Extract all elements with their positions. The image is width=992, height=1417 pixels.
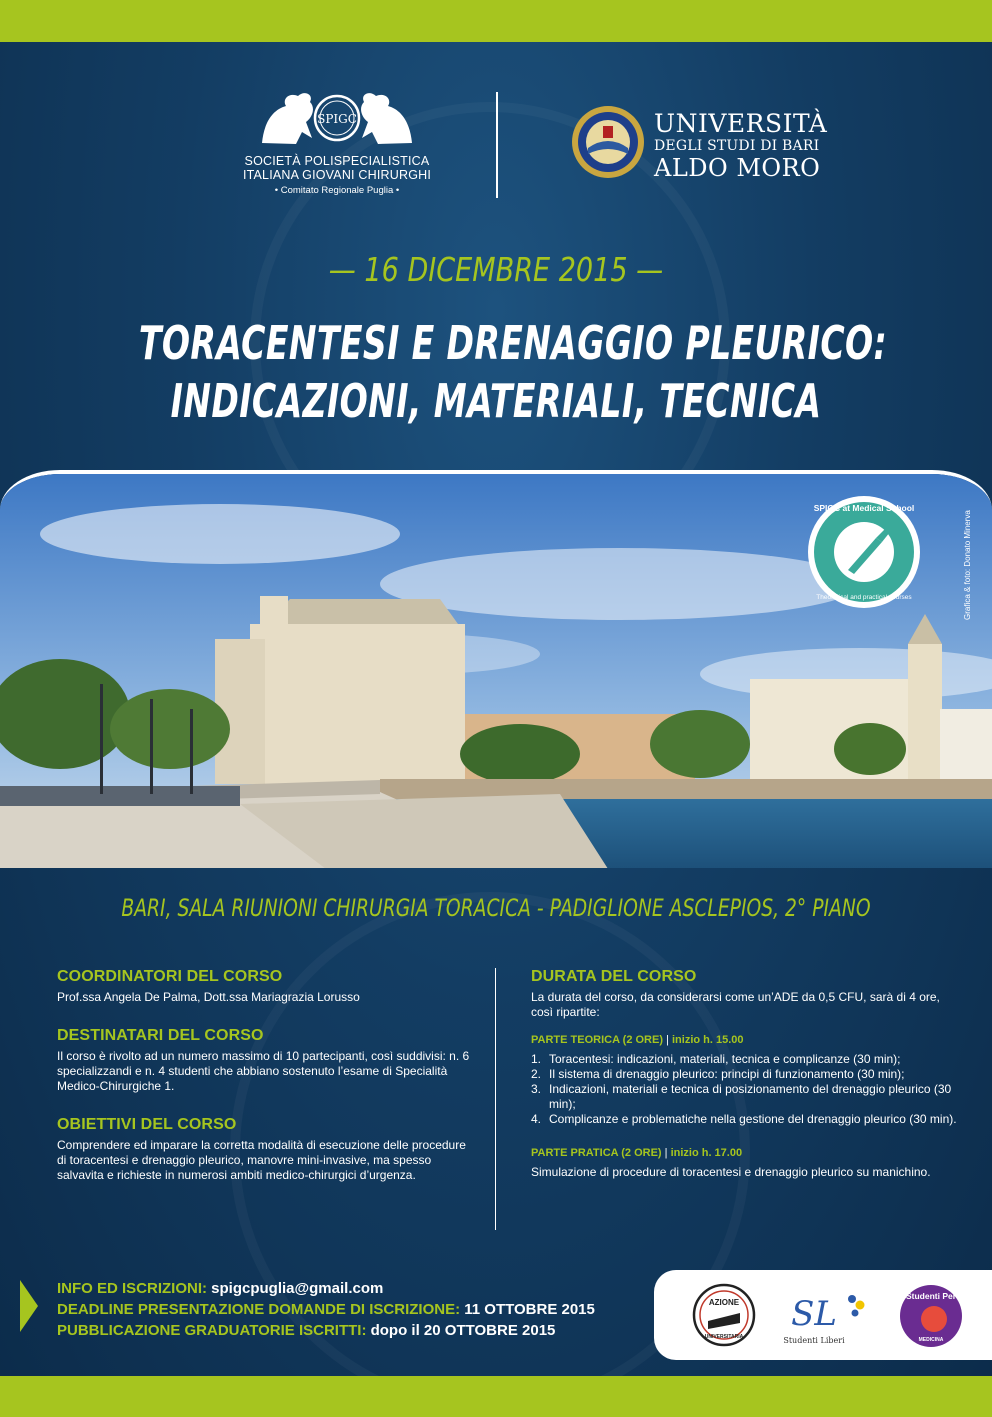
email-link[interactable]: spigcpuglia@gmail.com (211, 1280, 384, 1297)
svg-text:AZIONE: AZIONE (708, 1298, 740, 1307)
studenti-per-medicina-logo-icon (898, 1283, 964, 1349)
parte-pratica-text: Simulazione di procedure di toracentesi e drenaggio pleurico su manichino. (531, 1165, 931, 1179)
list-item: 3. Indicazioni, materiali e tecnica di posizionamento del drenaggio pleurico (30 min); (531, 1082, 952, 1111)
footer-info (57, 1278, 595, 1341)
destinatari-heading: DESTINATARI DEL CORSO (57, 1027, 264, 1044)
info-line-email: INFO ED ISCRIZIONI: spigcpuglia@gmail.com (57, 1280, 384, 1297)
footer-arrow-icon (20, 1280, 38, 1332)
badge-bottom-text: Theoretical and practical courses (816, 594, 912, 601)
durata-heading: DURATA DEL CORSO (531, 968, 697, 985)
header-divider (496, 92, 498, 198)
svg-text:MEDICINA: MEDICINA (918, 1337, 944, 1343)
university-seal-icon (570, 104, 646, 180)
university-logo (570, 104, 850, 184)
info-line-deadline: DEADLINE PRESENTAZIONE DOMANDE DI ISCRIZIONE: 11 OTTOBRE 2015 (57, 1301, 595, 1318)
photo-credit: Grafica & foto: Donato Minerva (963, 510, 972, 620)
university-name-line-1: UNIVERSITÀ (654, 109, 828, 138)
university-name-line-2: DEGLI STUDI DI BARI (654, 138, 820, 154)
event-title-line-1: TORACENTESI E DRENAGGIO PLEURICO: (138, 316, 888, 370)
svg-text:UNIVERSITARIA: UNIVERSITARIA (704, 1334, 744, 1340)
badge-top-text: SPIGC at Medical School (813, 503, 915, 513)
list-item: 4. Complicanze e problematiche nella gestione del drenaggio pleurico (30 min). (531, 1112, 957, 1126)
parte-pratica-heading: PARTE PRATICA (2 ORE) | inizio h. 17.00 (531, 1147, 743, 1159)
destinatari-text: Il corso è rivolto ad un numero massimo di 10 partecipanti, così suddivisi: n. 6 specializzandi e n. 4 studenti che abbiano sostenuto l’esame di Specialità Medico-Chirurgiche 1. (57, 1049, 470, 1093)
event-title (138, 314, 888, 430)
society-subtitle: • Comitato Regionale Puglia • (274, 185, 400, 196)
list-item: 1. Toracentesi: indicazioni, materiali, tecnica e complicanze (30 min); (531, 1052, 901, 1066)
sponsor-logos (654, 1270, 992, 1360)
coordinatori-text: Prof.ssa Angela De Palma, Dott.ssa Mariagrazia Lorusso (57, 990, 360, 1004)
event-title-line-2: INDICAZIONI, MATERIALI, TECNICA (170, 374, 822, 428)
society-name-line-1: SOCIETÀ POLISPECIALISTICA (244, 154, 430, 168)
azione-universitaria-logo-icon (692, 1283, 756, 1347)
obiettivi-heading: OBIETTIVI DEL CORSO (57, 1116, 237, 1133)
svg-text:Studenti Liberi: Studenti Liberi (783, 1336, 845, 1345)
left-column (57, 968, 477, 1205)
event-date: — 16 DICEMBRE 2015 — (328, 250, 664, 289)
spigc-medical-school-badge (806, 494, 922, 610)
obiettivi-text: Comprendere ed imparare la corretta modalità di esecuzione delle procedure di toracentesi e drenaggio pleurico, manovre mini-invasive, ma spesso salvavita e richieste in numerosi ambiti medico-chirurgici d’urgenza. (57, 1138, 466, 1182)
teorica-list (531, 1052, 961, 1127)
parte-teorica-heading: PARTE TEORICA (2 ORE) | inizio h. 15.00 (531, 1034, 744, 1046)
bottom-accent-band (0, 1376, 992, 1417)
event-venue: BARI, SALA RIUNIONI CHIRURGIA TORACICA - PADIGLIONE ASCLEPIOS, 2° PIANO (121, 894, 871, 922)
durata-text: La durata del corso, da considerarsi come un’ADE da 0,5 CFU, sarà di 4 ore, così ripartite: (531, 990, 940, 1019)
svg-text:SL: SL (791, 1294, 837, 1334)
svg-text:Studenti Per: Studenti Per (905, 1291, 957, 1301)
svg-text:SPIGC: SPIGC (317, 112, 357, 126)
spigc-logo (232, 88, 442, 213)
spigc-crest-icon (252, 88, 422, 148)
info-line-graduatorie: PUBBLICAZIONE GRADUATORIE ISCRITTI: dopo il 20 OTTOBRE 2015 (57, 1322, 556, 1339)
studenti-liberi-logo-icon (770, 1283, 880, 1349)
university-name-line-3: ALDO MORO (654, 154, 821, 182)
right-column (531, 968, 961, 1202)
list-item: 2. Il sistema di drenaggio pleurico: principi di funzionamento (30 min); (531, 1067, 905, 1081)
column-divider (495, 968, 496, 1230)
coordinatori-heading: COORDINATORI DEL CORSO (57, 968, 283, 985)
society-name-line-2: ITALIANA GIOVANI CHIRURGHI (242, 168, 432, 182)
top-accent-band (0, 0, 992, 42)
